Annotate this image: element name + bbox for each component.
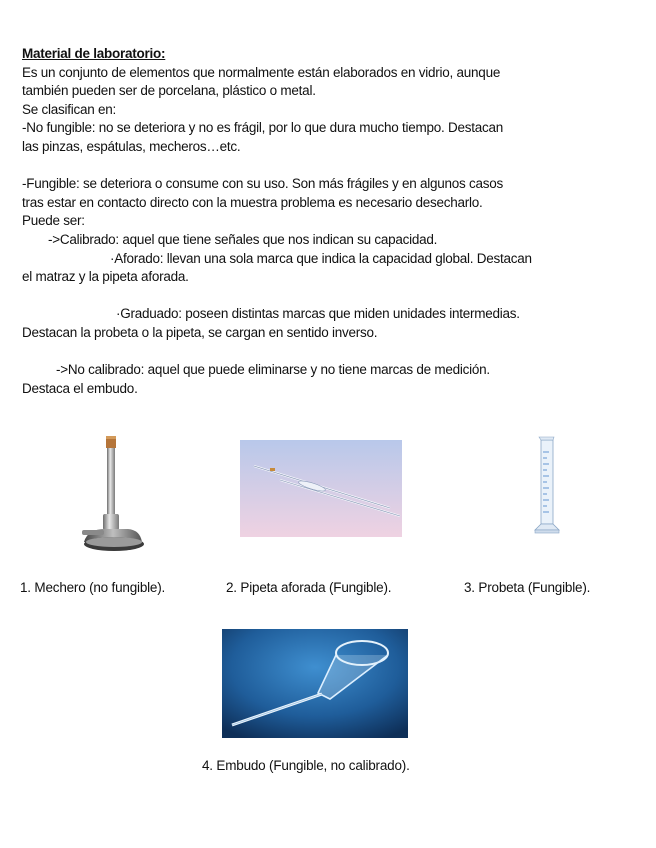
paragraph-line: Es un conjunto de elementos que normalmente están elaborados en vidrio, aunque <box>22 64 501 80</box>
paragraph-line: ->No calibrado: aquel que puede eliminarse y no tiene marcas de medición. <box>56 362 490 378</box>
paragraph-line: el matraz y la pipeta aforada. <box>22 269 189 285</box>
paragraph-line: también pueden ser de porcelana, plástico o metal. <box>22 83 316 99</box>
figure-caption: 2. Pipeta aforada (Fungible). <box>226 580 392 595</box>
paragraph-line: Destacan la probeta o la pipeta, se cargan en sentido inverso. <box>22 324 378 340</box>
paragraph-line: las pinzas, espátulas, mecheros…etc. <box>22 138 241 154</box>
bunsen-burner-image <box>78 432 150 556</box>
paragraph-line: ->Calibrado: aquel que tiene señales que nos indican su capacidad. <box>48 231 438 247</box>
paragraph-line: -No fungible: no se deteriora y no es frágil, por lo que dura mucho tiempo. Destacan <box>22 120 504 136</box>
pipette-image <box>240 440 402 537</box>
paragraph-line: Se clasifican en: <box>22 101 117 117</box>
paragraph-line: Destaca el embudo. <box>22 380 138 396</box>
paragraph-line: ·Aforado: llevan una sola marca que indica la capacidad global. Destacan <box>110 250 532 266</box>
document-body <box>22 45 634 398</box>
paragraph-line: ·Graduado: poseen distintas marcas que miden unidades intermedias. <box>116 306 520 322</box>
paragraph-line: tras estar en contacto directo con la muestra problema es necesario desecharlo. <box>22 194 483 210</box>
section-heading: Material de laboratorio: <box>22 46 166 61</box>
figure-caption: 1. Mechero (no fungible). <box>20 580 166 595</box>
blank-line <box>22 287 634 306</box>
paragraph-line: -Fungible: se deteriora o consume con su uso. Son más frágiles y en algunos casos <box>22 176 504 192</box>
blank-line <box>22 343 634 362</box>
graduated-cylinder-image <box>532 436 562 536</box>
funnel-image <box>222 629 408 738</box>
paragraph-line: Puede ser: <box>22 213 85 229</box>
figure-caption: 3. Probeta (Fungible). <box>464 580 591 595</box>
blank-line <box>22 157 634 176</box>
figure-caption: 4. Embudo (Fungible, no calibrado). <box>202 758 410 773</box>
